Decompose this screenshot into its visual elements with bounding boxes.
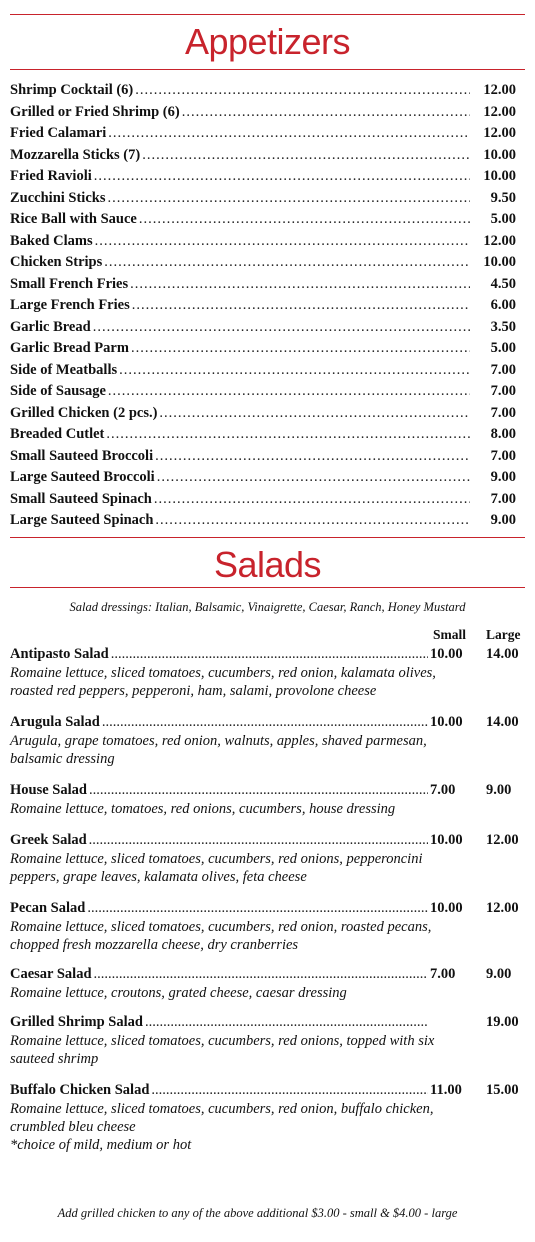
dot-leader — [182, 104, 470, 121]
appetizer-name: Small French Fries — [10, 275, 129, 292]
appetizer-item — [10, 405, 516, 427]
appetizer-price: 4.50 — [490, 275, 516, 292]
appetizer-item — [10, 233, 516, 255]
appetizer-price: 8.00 — [490, 426, 516, 442]
dot-leader — [157, 469, 470, 486]
appetizer-item — [10, 125, 516, 147]
salad-description: Romaine lettuce, sliced tomatoes, cucumbers, red onion, kalamata olives, roasted red peppers, pepperoni, ham, salami, provolone cheese — [10, 665, 436, 699]
dot-leader — [135, 82, 470, 99]
salad-small-price: 7.00 — [430, 966, 456, 982]
salad-small-price: 10.00 — [430, 646, 463, 662]
appetizer-price: 12.00 — [483, 82, 516, 98]
dot-leader — [102, 714, 428, 731]
salad-item — [10, 832, 525, 886]
dot-leader — [131, 340, 470, 357]
appetizer-price: 10.00 — [483, 168, 516, 184]
salad-small-price: 10.00 — [430, 832, 463, 848]
appetizer-name: Side of Sausage — [10, 383, 106, 399]
appetizer-item — [10, 104, 516, 126]
appetizer-item — [10, 276, 516, 298]
dot-leader — [107, 190, 470, 207]
appetizers-list — [10, 82, 516, 534]
appetizers-title-rule — [10, 69, 525, 70]
salad-name: Caesar Salad — [10, 966, 92, 982]
appetizer-name: Grilled or Fried Shrimp (6) — [10, 103, 180, 120]
salad-large-price: 9.00 — [486, 966, 512, 982]
appetizer-item — [10, 426, 516, 448]
appetizer-item — [10, 297, 516, 319]
appetizer-item — [10, 362, 516, 384]
appetizer-price: 10.00 — [483, 254, 516, 270]
appetizer-item — [10, 147, 516, 169]
salads-title-rule — [10, 587, 525, 588]
appetizer-item — [10, 448, 516, 470]
dot-leader — [87, 900, 428, 917]
salad-name: House Salad — [10, 782, 87, 798]
salad-note: *choice of mild, medium or hot — [10, 1137, 192, 1153]
appetizer-price: 5.00 — [490, 211, 516, 227]
appetizer-name: Mozzarella Sticks (7) — [10, 146, 141, 163]
dot-leader — [155, 448, 470, 465]
salad-small-price: 10.00 — [430, 714, 463, 730]
appetizer-name: Rice Ball with Sauce — [10, 211, 137, 227]
dot-leader — [108, 125, 470, 142]
salad-description: Romaine lettuce, croutons, grated cheese, caesar dressing — [10, 985, 347, 1001]
appetizer-name: Shrimp Cocktail (6) — [10, 82, 134, 98]
salad-name: Grilled Shrimp Salad — [10, 1014, 143, 1030]
appetizer-price: 7.00 — [490, 490, 516, 507]
salad-large-price: 19.00 — [486, 1014, 519, 1030]
salad-name: Buffalo Chicken Salad — [10, 1082, 150, 1098]
salad-item — [10, 1082, 525, 1154]
dot-leader — [142, 147, 470, 164]
appetizer-item — [10, 319, 516, 341]
appetizer-item — [10, 254, 516, 276]
dot-leader — [130, 276, 470, 293]
appetizer-price: 9.00 — [490, 512, 516, 528]
appetizer-name: Garlic Bread Parm — [10, 340, 129, 356]
dot-leader — [89, 782, 428, 799]
appetizer-item — [10, 340, 516, 362]
appetizer-name: Fried Ravioli — [10, 168, 92, 184]
salad-name: Pecan Salad — [10, 900, 86, 916]
salad-dressings-note: Salad dressings: Italian, Balsamic, Vinaigrette, Caesar, Ranch, Honey Mustard — [69, 600, 466, 614]
salads-footer-note: Add grilled chicken to any of the above additional $3.00 - small & $4.00 - large — [57, 1206, 458, 1220]
appetizer-price: 3.50 — [490, 318, 516, 335]
salad-small-price: 7.00 — [430, 782, 456, 798]
salad-small-price: 11.00 — [430, 1082, 462, 1098]
salad-item — [10, 966, 525, 1002]
salad-item — [10, 714, 525, 768]
top-rule — [10, 14, 525, 15]
salads-top-rule — [10, 537, 525, 538]
appetizer-item — [10, 168, 516, 190]
salad-name: Greek Salad — [10, 832, 87, 848]
salad-description: Romaine lettuce, sliced tomatoes, cucumbers, red onion, buffalo chicken, crumbled bleu cheese — [10, 1101, 434, 1135]
appetizer-price: 6.00 — [490, 297, 516, 313]
appetizer-item — [10, 491, 516, 513]
dot-leader — [104, 254, 470, 271]
size-header-small: Small — [433, 627, 467, 642]
salad-large-price: 14.00 — [486, 646, 519, 662]
dot-leader — [106, 426, 470, 443]
appetizers-title: Appetizers — [184, 21, 351, 62]
appetizer-item — [10, 383, 516, 405]
salad-name: Antipasto Salad — [10, 646, 109, 662]
salad-description: Romaine lettuce, sliced tomatoes, cucumbers, red onions, topped with six sauteed shrimp — [10, 1033, 435, 1067]
appetizer-price: 12.00 — [483, 232, 516, 249]
salad-large-price: 15.00 — [486, 1082, 519, 1098]
dot-leader — [108, 383, 470, 400]
appetizer-name: Breaded Cutlet — [10, 426, 105, 442]
appetizer-name: Small Sauteed Broccoli — [10, 447, 154, 464]
appetizer-name: Grilled Chicken (2 pcs.) — [10, 404, 158, 421]
appetizer-name: Zucchini Sticks — [10, 189, 106, 206]
appetizer-price: 9.00 — [490, 469, 516, 485]
dot-leader — [154, 491, 470, 508]
appetizer-name: Large Sauteed Spinach — [10, 512, 154, 528]
dot-leader — [89, 832, 428, 849]
dot-leader — [95, 233, 470, 250]
appetizer-price: 7.00 — [490, 447, 516, 464]
salad-large-price: 9.00 — [486, 782, 512, 798]
salad-item — [10, 782, 525, 818]
dot-leader — [94, 168, 470, 185]
dot-leader — [145, 1014, 428, 1031]
salad-large-price: 12.00 — [486, 832, 519, 848]
appetizers-header — [10, 14, 525, 74]
salads-header — [10, 537, 525, 593]
appetizer-name: Garlic Bread — [10, 318, 91, 335]
appetizer-name: Large French Fries — [10, 297, 130, 313]
appetizer-item — [10, 211, 516, 233]
salad-small-price: 10.00 — [430, 900, 463, 916]
dot-leader — [111, 646, 428, 663]
appetizer-name: Large Sauteed Broccoli — [10, 469, 155, 485]
dot-leader — [151, 1082, 428, 1099]
salads-list — [10, 646, 525, 1154]
salad-description: Romaine lettuce, sliced tomatoes, cucumbers, red onion, roasted pecans, chopped fresh mozzarella cheese, dry cranberries — [10, 919, 432, 953]
appetizer-name: Small Sauteed Spinach — [10, 490, 152, 507]
dot-leader — [139, 211, 470, 228]
salad-large-price: 14.00 — [486, 714, 519, 730]
salad-large-price: 12.00 — [486, 900, 519, 916]
appetizer-price: 7.00 — [490, 404, 516, 421]
dot-leader — [155, 512, 470, 529]
dot-leader — [93, 319, 470, 336]
appetizer-name: Chicken Strips — [10, 254, 103, 270]
dot-leader — [94, 966, 428, 983]
salad-description: Arugula, grape tomatoes, red onion, walnuts, apples, shaved parmesan, balsamic dressing — [10, 733, 427, 767]
appetizer-price: 7.00 — [490, 361, 516, 378]
salad-name: Arugula Salad — [10, 714, 100, 730]
appetizer-name: Fried Calamari — [10, 125, 107, 141]
appetizer-price: 10.00 — [483, 146, 516, 163]
salad-item — [10, 646, 525, 700]
appetizer-price: 7.00 — [490, 383, 516, 399]
appetizer-price: 5.00 — [490, 340, 516, 356]
appetizer-price: 12.00 — [483, 103, 516, 120]
dot-leader — [119, 362, 470, 379]
salad-name-line — [10, 1014, 525, 1032]
salad-item — [10, 1014, 525, 1068]
appetizer-item — [10, 82, 516, 104]
appetizer-item — [10, 190, 516, 212]
appetizer-price: 9.50 — [490, 189, 516, 206]
salad-item — [10, 900, 525, 954]
appetizer-name: Side of Meatballs — [10, 361, 118, 378]
salads-title: Salads — [213, 544, 322, 585]
salad-description: Romaine lettuce, sliced tomatoes, cucumbers, red onions, pepperoncini peppers, grape leaves, kalamata olives, feta cheese — [10, 851, 423, 885]
dot-leader — [132, 297, 470, 314]
appetizer-name: Baked Clams — [10, 232, 93, 249]
salad-description: Romaine lettuce, tomatoes, red onions, cucumbers, house dressing — [10, 801, 396, 817]
size-header-large: Large — [486, 627, 521, 642]
appetizer-price: 12.00 — [483, 125, 516, 141]
appetizer-item — [10, 469, 516, 491]
appetizer-item — [10, 512, 516, 534]
dot-leader — [159, 405, 470, 422]
